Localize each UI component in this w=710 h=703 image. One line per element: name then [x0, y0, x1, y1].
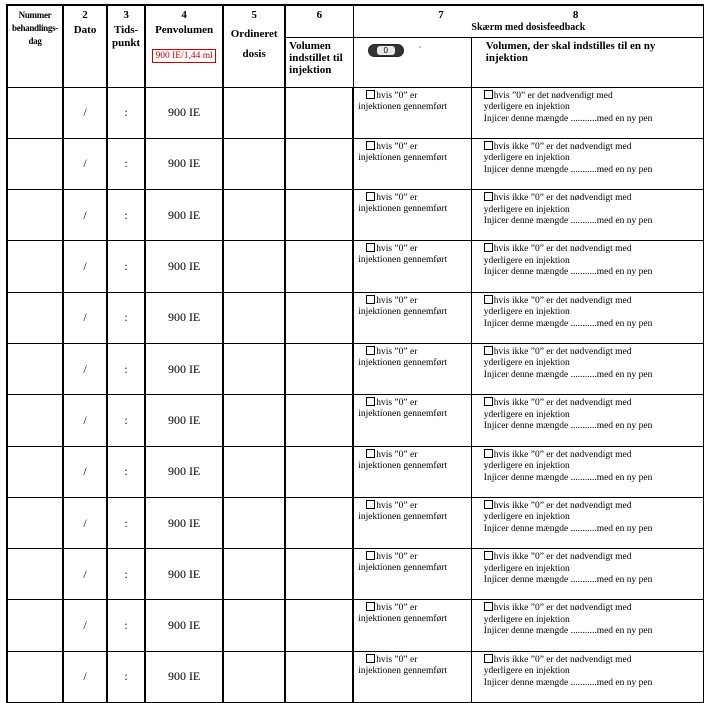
complete-checkbox[interactable]: [366, 551, 375, 560]
pen-volume-value: 900 IE: [167, 310, 201, 325]
dose-log-table: [6, 4, 704, 703]
needs-injection-text-2: yderligere en injektion: [483, 307, 570, 318]
complete-checkbox[interactable]: [366, 397, 375, 406]
time-cell[interactable]: [107, 549, 145, 600]
log-row: [7, 497, 704, 548]
inject-amount-text: Injicer denne mængde ...........med en ny pen: [483, 164, 653, 175]
col-7-number: 7: [438, 9, 444, 21]
inject-amount-text: Injicer denne mængde ...........med en ny pen: [483, 677, 653, 688]
needs-injection-text-2: yderligere en injektion: [483, 153, 570, 164]
date-separator: /: [83, 412, 87, 427]
time-cell[interactable]: [107, 446, 145, 497]
date-separator: /: [83, 464, 87, 479]
complete-checkbox[interactable]: [366, 654, 375, 663]
log-row: [7, 343, 704, 394]
treatment-day-cell[interactable]: [7, 600, 63, 651]
new-injection-cell: [471, 87, 703, 138]
date-separator: /: [83, 207, 87, 222]
col-header-6: [285, 5, 353, 37]
pen-volume-cell: [145, 395, 223, 446]
complete-checkbox[interactable]: [366, 449, 375, 458]
prescribed-dose-cell[interactable]: [223, 600, 285, 651]
col-header-2: [63, 5, 107, 87]
pen-volume-cell: [145, 138, 223, 189]
date-cell[interactable]: [63, 292, 107, 343]
pen-volume-cell: [145, 549, 223, 600]
col-6-number: 6: [316, 9, 323, 21]
date-cell[interactable]: [63, 138, 107, 189]
complete-text-1: hvis ”0” er: [376, 603, 418, 614]
needs-injection-text-2: yderligere en injektion: [483, 666, 570, 677]
pen-volume-value: 900 IE: [167, 207, 201, 222]
time-cell[interactable]: [107, 190, 145, 241]
inject-amount-text: Injicer denne mængde ...........med en ny pen: [483, 113, 653, 124]
injection-complete-cell: [353, 292, 471, 343]
complete-text-2: injektionen gennemført: [358, 357, 448, 368]
col-header-1: [7, 5, 63, 87]
complete-text-1: hvis ”0” er: [376, 654, 418, 665]
complete-text-1: hvis ”0” er: [376, 244, 418, 255]
date-separator: /: [83, 259, 87, 274]
complete-text-2: injektionen gennemført: [358, 511, 448, 522]
prescribed-dose-cell[interactable]: [223, 497, 285, 548]
needs-injection-text-1: hvis ikke ”0” er det nødvendigt med: [493, 346, 632, 357]
injection-complete-cell: [353, 497, 471, 548]
set-volume-cell[interactable]: [285, 651, 353, 702]
log-row: [7, 651, 704, 702]
date-cell[interactable]: [63, 446, 107, 497]
needs-injection-text-1: hvis ikke ”0” er det nødvendigt med: [493, 603, 632, 614]
log-row: [7, 395, 704, 446]
new-injection-cell: [471, 292, 703, 343]
treatment-day-cell[interactable]: [7, 241, 63, 292]
date-separator: /: [83, 618, 87, 633]
complete-text-2: injektionen gennemført: [358, 409, 448, 420]
inject-amount-text: Injicer denne mængde ...........med en ny pen: [483, 369, 653, 380]
needs-injection-text-2: yderligere en injektion: [483, 255, 570, 266]
time-separator: :: [124, 669, 128, 684]
new-injection-cell: [471, 600, 703, 651]
time-cell[interactable]: [107, 343, 145, 394]
set-volume-cell[interactable]: [285, 190, 353, 241]
injection-complete-cell: [353, 138, 471, 189]
log-row: [7, 292, 704, 343]
prescribed-dose-cell[interactable]: [223, 343, 285, 394]
date-separator: /: [83, 361, 87, 376]
pen-volume-value: 900 IE: [167, 464, 201, 479]
pen-volume-cell: [145, 241, 223, 292]
time-separator: :: [124, 464, 128, 479]
needs-injection-text-2: yderligere en injektion: [483, 614, 570, 625]
log-row: [7, 549, 704, 600]
complete-checkbox[interactable]: [366, 141, 375, 150]
complete-text-2: injektionen gennemført: [358, 204, 448, 215]
injection-complete-cell: [353, 343, 471, 394]
pen-volume-cell: [145, 292, 223, 343]
log-row: [7, 190, 704, 241]
date-cell[interactable]: [63, 190, 107, 241]
prescribed-dose-cell[interactable]: [223, 651, 285, 702]
time-separator: :: [124, 259, 128, 274]
pen-volume-cell: [145, 446, 223, 497]
col-header-4: [145, 5, 223, 87]
complete-text-2: injektionen gennemført: [358, 614, 448, 625]
complete-text-2: injektionen gennemført: [358, 306, 448, 317]
pen-volume-cell: [145, 343, 223, 394]
complete-text-1: hvis ”0” er: [376, 552, 418, 563]
pen-volume-value: 900 IE: [167, 566, 201, 581]
new-injection-cell: [471, 651, 703, 702]
needs-injection-text-1: hvis ikke ”0” er det nødvendigt med: [493, 500, 632, 511]
date-separator: /: [83, 515, 87, 530]
inject-amount-text: Injicer denne mængde ...........med en ny pen: [483, 472, 653, 483]
complete-text-2: injektionen gennemført: [358, 101, 448, 112]
treatment-day-cell[interactable]: [7, 549, 63, 600]
needs-injection-checkbox[interactable]: [484, 141, 493, 150]
sub-header-new-volume: [471, 37, 703, 87]
set-volume-cell[interactable]: [285, 343, 353, 394]
set-volume-cell[interactable]: [285, 241, 353, 292]
needs-injection-text-2: yderligere en injektion: [483, 461, 570, 472]
complete-text-2: injektionen gennemført: [358, 563, 448, 574]
inject-amount-text: Injicer denne mængde ...........med en ny pen: [483, 523, 653, 534]
needs-injection-text-2: yderligere en injektion: [483, 102, 570, 112]
time-separator: :: [124, 310, 128, 325]
pen-volume-value: 900 IE: [167, 412, 201, 427]
needs-injection-text-1: hvis ikke ”0” er det nødvendigt med: [493, 193, 632, 204]
log-row: [7, 138, 704, 189]
complete-text-2: injektionen gennemført: [358, 460, 448, 471]
treatment-day-cell[interactable]: [7, 87, 63, 138]
time-cell[interactable]: [107, 241, 145, 292]
needs-injection-text-1: hvis ikke ”0” er det nødvendigt med: [493, 552, 632, 563]
log-row: [7, 87, 704, 138]
set-volume-cell[interactable]: [285, 497, 353, 548]
needs-injection-checkbox[interactable]: [484, 397, 493, 406]
pen-volume-value: 900 IE: [167, 515, 201, 530]
injection-complete-cell: [353, 190, 471, 241]
inject-amount-text: Injicer denne mængde ...........med en ny pen: [483, 626, 653, 637]
set-volume-cell[interactable]: [285, 87, 353, 138]
needs-injection-checkbox[interactable]: [484, 192, 493, 201]
time-cell[interactable]: [107, 87, 145, 138]
date-cell[interactable]: [63, 549, 107, 600]
needs-injection-checkbox[interactable]: [484, 295, 493, 304]
injection-complete-cell: [353, 549, 471, 600]
set-volume-cell[interactable]: [285, 138, 353, 189]
date-separator: /: [83, 566, 87, 581]
treatment-day-cell[interactable]: [7, 651, 63, 702]
treatment-day-cell[interactable]: [7, 395, 63, 446]
set-volume-label: Volumen indstillet til injektion: [289, 39, 343, 76]
complete-text-1: hvis ”0” er: [376, 500, 418, 511]
injection-complete-cell: [353, 87, 471, 138]
dial-value: 0: [377, 46, 395, 55]
pen-volume-value: 900 IE: [167, 669, 201, 684]
needs-injection-checkbox[interactable]: [484, 654, 493, 663]
prescribed-dose-cell[interactable]: [223, 138, 285, 189]
date-cell[interactable]: [63, 395, 107, 446]
col-5-number: 5: [251, 9, 257, 21]
pen-volume-box: 900 IE/1,44 ml: [152, 49, 215, 63]
date-cell[interactable]: [63, 87, 107, 138]
complete-text-1: hvis ”0” er: [376, 398, 418, 409]
col-5-label: Ordineret dosis: [230, 28, 278, 60]
needs-injection-text-1: hvis ikke ”0” er det nødvendigt med: [493, 244, 632, 255]
prescribed-dose-cell[interactable]: [223, 241, 285, 292]
date-separator: /: [83, 105, 87, 120]
prescribed-dose-cell[interactable]: [223, 446, 285, 497]
pen-volume-cell: [145, 497, 223, 548]
complete-text-1: hvis ”0” er: [376, 449, 418, 460]
needs-injection-text-1: hvis ikke ”0” er det nødvendigt med: [493, 295, 632, 306]
new-injection-cell: [471, 343, 703, 394]
set-volume-cell[interactable]: [285, 549, 353, 600]
complete-checkbox[interactable]: [366, 346, 375, 355]
needs-injection-checkbox[interactable]: [484, 90, 493, 99]
sub-header-set-volume: [285, 37, 353, 87]
new-injection-cell: [471, 446, 703, 497]
pen-volume-cell: [145, 87, 223, 138]
date-separator: /: [83, 310, 87, 325]
set-volume-cell[interactable]: [285, 600, 353, 651]
time-cell[interactable]: [107, 138, 145, 189]
new-injection-cell: [471, 138, 703, 189]
dial-display-cell: [353, 37, 471, 87]
treatment-day-cell[interactable]: [7, 446, 63, 497]
inject-amount-text: Injicer denne mængde ...........med en ny pen: [483, 267, 653, 278]
pen-volume-cell: [145, 600, 223, 651]
needs-injection-checkbox[interactable]: [484, 551, 493, 560]
needs-injection-text-2: yderligere en injektion: [483, 512, 570, 523]
pen-volume-value: 900 IE: [167, 105, 201, 120]
complete-checkbox[interactable]: [366, 192, 375, 201]
treatment-day-cell[interactable]: [7, 343, 63, 394]
complete-text-1: hvis ”0” er: [376, 295, 418, 306]
treatment-day-cell[interactable]: [7, 497, 63, 548]
needs-injection-checkbox[interactable]: [484, 243, 493, 252]
pen-volume-cell: [145, 190, 223, 241]
date-cell[interactable]: [63, 241, 107, 292]
set-volume-cell[interactable]: [285, 292, 353, 343]
new-injection-cell: [471, 395, 703, 446]
pen-volume-value: 900 IE: [167, 156, 201, 171]
new-volume-label: Volumen, der skal indstilles til en ny injektion: [485, 39, 656, 64]
col-header-5: [223, 5, 285, 87]
header-row-top: [7, 5, 704, 37]
col-1-label: Nummer behandlings-dag: [12, 10, 58, 46]
time-separator: :: [124, 207, 128, 222]
col-3-number: 3: [123, 9, 129, 21]
complete-checkbox[interactable]: [366, 602, 375, 611]
inject-amount-text: Injicer denne mængde ...........med en ny pen: [483, 421, 653, 432]
col-header-7-8: [353, 5, 703, 37]
new-injection-cell: [471, 497, 703, 548]
date-cell[interactable]: [63, 600, 107, 651]
complete-checkbox[interactable]: [366, 90, 375, 99]
time-separator: :: [124, 515, 128, 530]
treatment-day-cell[interactable]: [7, 138, 63, 189]
col-4-label: Penvolumen: [155, 24, 214, 36]
col-2-label: Dato: [73, 24, 97, 36]
time-cell[interactable]: [107, 651, 145, 702]
dose-log-sheet: [6, 4, 704, 703]
col-4-number: 4: [181, 9, 187, 21]
time-cell[interactable]: [107, 497, 145, 548]
dose-log-rows: [7, 87, 704, 703]
needs-injection-text-2: yderligere en injektion: [483, 204, 570, 215]
injection-complete-cell: [353, 600, 471, 651]
needs-injection-checkbox[interactable]: [484, 346, 493, 355]
pen-volume-value: 900 IE: [167, 361, 201, 376]
col-8-number: 8: [572, 9, 579, 21]
dose-dial-display-icon: [368, 44, 404, 57]
pen-volume-value: 900 IE: [167, 259, 201, 274]
set-volume-cell[interactable]: [285, 395, 353, 446]
log-row: [7, 241, 704, 292]
complete-text-2: injektionen gennemført: [358, 255, 448, 266]
pen-volume-value: 900 IE: [167, 618, 201, 633]
prescribed-dose-cell[interactable]: [223, 87, 285, 138]
date-separator: /: [83, 669, 87, 684]
needs-injection-checkbox[interactable]: [484, 449, 493, 458]
injection-complete-cell: [353, 241, 471, 292]
time-separator: :: [124, 412, 128, 427]
complete-checkbox[interactable]: [366, 243, 375, 252]
complete-text-1: hvis ”0” er: [376, 193, 418, 204]
complete-text-2: injektionen gennemført: [358, 665, 448, 676]
prescribed-dose-cell[interactable]: [223, 549, 285, 600]
log-row: [7, 600, 704, 651]
col-2-number: 2: [82, 9, 88, 21]
injection-complete-cell: [353, 651, 471, 702]
time-cell[interactable]: [107, 292, 145, 343]
date-cell[interactable]: [63, 651, 107, 702]
new-injection-cell: [471, 190, 703, 241]
complete-text-1: hvis ”0” er: [376, 346, 418, 357]
dial-dot: ·: [418, 41, 422, 52]
prescribed-dose-cell[interactable]: [223, 190, 285, 241]
time-separator: :: [124, 105, 128, 120]
inject-amount-text: Injicer denne mængde ...........med en ny pen: [483, 575, 653, 586]
col-3-label: Tids-punkt: [112, 24, 141, 49]
col-header-3: [107, 5, 145, 87]
needs-injection-checkbox[interactable]: [484, 500, 493, 509]
needs-injection-checkbox[interactable]: [484, 602, 493, 611]
injection-complete-cell: [353, 395, 471, 446]
new-injection-cell: [471, 241, 703, 292]
inject-amount-text: Injicer denne mængde ...........med en ny pen: [483, 318, 653, 329]
new-injection-cell: [471, 549, 703, 600]
treatment-day-cell[interactable]: [7, 190, 63, 241]
date-cell[interactable]: [63, 497, 107, 548]
pen-volume-cell: [145, 651, 223, 702]
time-separator: :: [124, 156, 128, 171]
time-separator: :: [124, 566, 128, 581]
prescribed-dose-cell[interactable]: [223, 395, 285, 446]
needs-injection-text-1: hvis ikke ”0” er det nødvendigt med: [493, 654, 632, 665]
needs-injection-text-1: hvis ikke ”0” er det nødvendigt med: [493, 141, 632, 152]
time-separator: :: [124, 361, 128, 376]
time-separator: :: [124, 618, 128, 633]
needs-injection-text-2: yderligere en injektion: [483, 409, 570, 420]
needs-injection-text-1: hvis ikke ”0” er det nødvendigt med: [493, 449, 632, 460]
log-row: [7, 446, 704, 497]
treatment-day-cell[interactable]: [7, 292, 63, 343]
display-group-label: Skærm med dosisfeedback: [471, 22, 586, 33]
time-cell[interactable]: [107, 395, 145, 446]
set-volume-cell[interactable]: [285, 446, 353, 497]
needs-injection-text-1: hvis ”0” er det nødvendigt med: [493, 90, 613, 101]
time-cell[interactable]: [107, 600, 145, 651]
complete-checkbox[interactable]: [366, 295, 375, 304]
prescribed-dose-cell[interactable]: [223, 292, 285, 343]
injection-complete-cell: [353, 446, 471, 497]
date-separator: /: [83, 156, 87, 171]
needs-injection-text-1: hvis ikke ”0” er det nødvendigt med: [493, 398, 632, 409]
needs-injection-text-2: yderligere en injektion: [483, 563, 570, 574]
complete-text-1: hvis ”0” er: [376, 141, 418, 152]
complete-checkbox[interactable]: [366, 500, 375, 509]
complete-text-2: injektionen gennemført: [358, 152, 448, 163]
date-cell[interactable]: [63, 343, 107, 394]
needs-injection-text-2: yderligere en injektion: [483, 358, 570, 369]
complete-text-1: hvis ”0” er: [376, 90, 418, 101]
inject-amount-text: Injicer denne mængde ...........med en ny pen: [483, 216, 653, 227]
